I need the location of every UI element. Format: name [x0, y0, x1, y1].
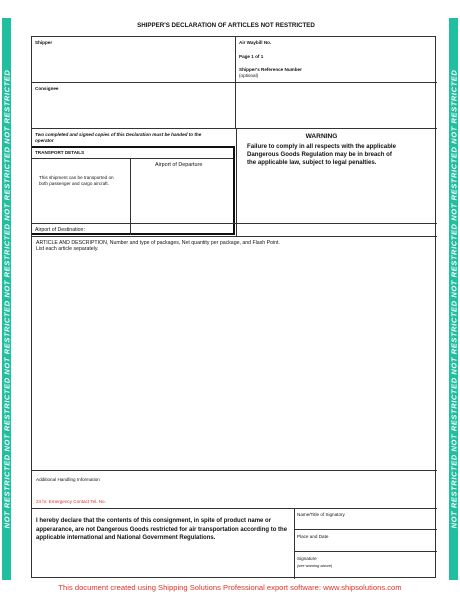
- place-date-field[interactable]: [294, 530, 437, 552]
- warning-title: WARNING: [305, 133, 338, 140]
- airport-departure-label: Airport of Departure: [155, 162, 203, 168]
- airport-destination-label: Airport of Destination:: [35, 227, 85, 233]
- not-restricted-strip-left: [2, 18, 11, 580]
- article-description-field[interactable]: [32, 237, 437, 471]
- consignee-right-blank: [236, 83, 437, 129]
- footer-credit: This document created using Shipping Solutions Professional export software: www.shipsolutions.com: [58, 583, 402, 592]
- shipper-ref-note: (optional): [239, 73, 259, 78]
- shipper-label: Shipper: [35, 40, 53, 45]
- handling-info-field[interactable]: [32, 471, 437, 509]
- signature-field[interactable]: [294, 552, 437, 579]
- place-date-label: Place and Date: [297, 534, 329, 539]
- transport-note: This shipment can be transported on both passenger and cargo aircraft.: [39, 175, 114, 186]
- name-title-label: Name/Title of Signatory: [297, 512, 345, 517]
- awb-label: Air Waybill No.: [239, 40, 272, 45]
- emergency-label: 24 hr. Emergency Contact Tel. No.: [36, 499, 106, 504]
- signature-note: (see warning above): [297, 563, 333, 568]
- warning-divider: [236, 129, 237, 237]
- declaration-text: I hereby declare that the contents of this consignment, in spite of product name or apperarance, are not Dangerous Goods restricted for air transportation according to the applicable international and National Government Regulations.: [36, 518, 288, 541]
- warning-text: Failure to comply in all respects with the applicable Dangerous Goods Regulation may be in breach of the applicable law, subject to legal penalties.: [247, 143, 396, 166]
- signature-label: Signature: [297, 556, 317, 561]
- awb-field[interactable]: [236, 37, 437, 83]
- article-label: ARTICLE AND DESCRIPTION, Number and type of packages, Net quantity per package, and Flash Point.: [36, 240, 280, 246]
- transport-details-label: TRANSPORT DETAILS: [35, 150, 85, 155]
- shipper-field[interactable]: [32, 37, 236, 83]
- consignee-field[interactable]: [32, 83, 236, 129]
- copies-note: Two completed and signed copies of this Declaration must be handed to the operator: [35, 132, 202, 143]
- strip-text-right: NOT RESTRICTED NOT RESTRICTED NOT RESTRICTED NOT RESTRICTED NOT RESTRICTED NOT RESTRICTED: [449, 69, 458, 529]
- airport-destination-field[interactable]: [32, 223, 437, 237]
- consignee-label: Consignee: [35, 86, 59, 91]
- article-sublabel: List each article separately.: [36, 246, 99, 252]
- page-count: Page 1 of 1: [239, 54, 264, 59]
- name-title-field[interactable]: [294, 509, 437, 530]
- shipper-ref-label: Shipper's Reference Number: [239, 67, 302, 72]
- not-restricted-strip-right: [449, 18, 458, 580]
- transport-details-box: [32, 146, 235, 235]
- form-title: SHIPPER'S DECLARATION OF ARTICLES NOT RESTRICTED: [137, 22, 315, 29]
- declaration-form: [31, 36, 436, 578]
- strip-text-left: NOT RESTRICTED NOT RESTRICTED NOT RESTRICTED NOT RESTRICTED NOT RESTRICTED NOT RESTRICTED: [2, 69, 11, 529]
- transport-divider: [32, 158, 233, 159]
- handling-label: Additional Handling Information: [36, 477, 100, 482]
